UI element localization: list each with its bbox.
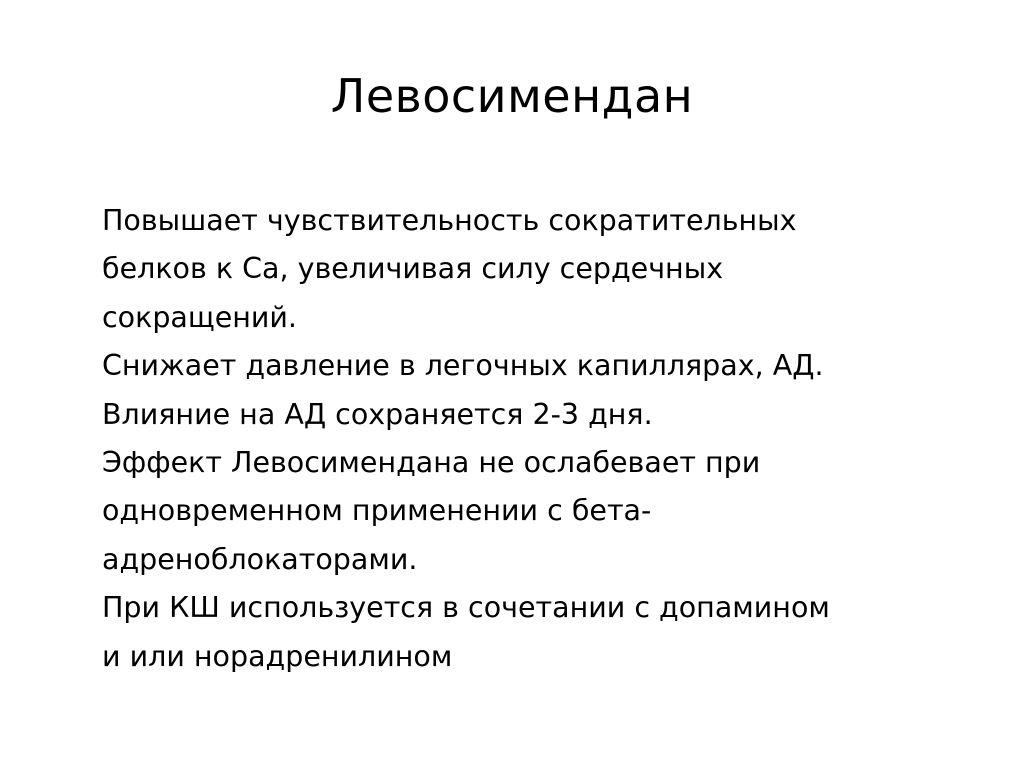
slide-title: Левосимендан: [330, 69, 694, 123]
body-line: одновременном применении с бета-: [102, 494, 652, 528]
body-line: Повышает чувствительность сократительных: [102, 204, 797, 237]
body-line: Эффект Левосимендана не ослабевает при: [102, 446, 761, 480]
body-line: и или норадренилином: [102, 639, 453, 673]
body-line: Влияние на АД сохраняется 2-3 дня.: [102, 397, 653, 431]
slide-body: [102, 197, 962, 681]
body-line: Снижает давление в легочных капиллярах, АД.: [102, 349, 824, 383]
body-line: белков к Са, увеличивая силу сердечных: [102, 252, 724, 286]
body-line: сокращений.: [102, 300, 297, 334]
body-line: При КШ используется в сочетании с допамином: [102, 591, 830, 625]
body-line: адреноблокаторами.: [102, 542, 418, 576]
